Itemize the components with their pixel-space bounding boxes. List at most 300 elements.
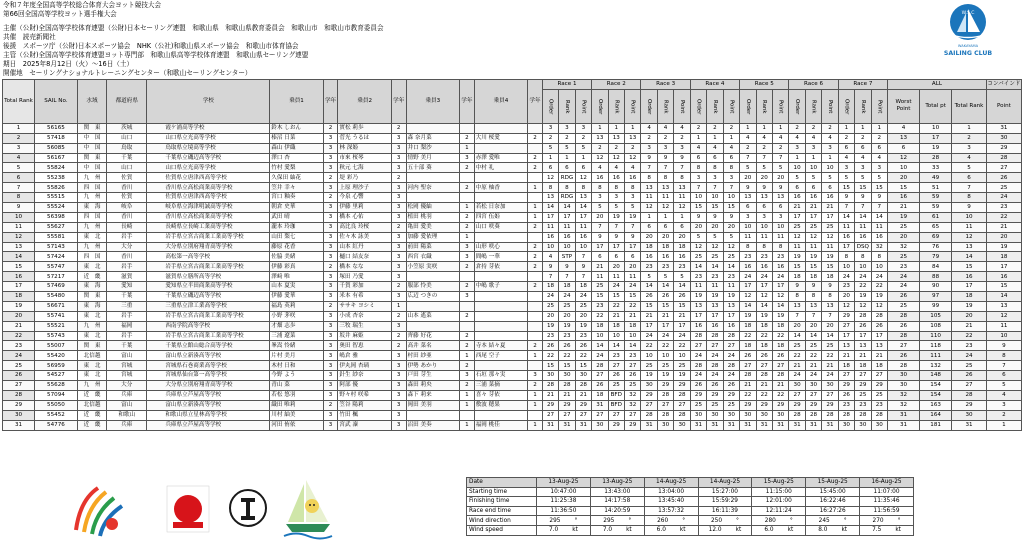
cell-race1-rank: 28: [559, 381, 575, 391]
cell-gr4: 2: [528, 381, 543, 391]
cell-race2-order: 1: [592, 123, 608, 133]
cell-race7-order: 15: [838, 183, 854, 193]
cell-rank: 16: [3, 272, 35, 282]
cell-race3-point: 28: [674, 390, 690, 400]
cell-race5-point: 7: [772, 153, 788, 163]
cell-gr1: 3: [323, 153, 338, 163]
cell-gr2: 3: [391, 163, 406, 173]
cell-race7-order: 23: [838, 400, 854, 410]
cell-rank: 4: [3, 153, 35, 163]
timing-start-row-cell: 13:43:00: [590, 487, 644, 497]
cell-pref: 宮城: [107, 371, 147, 381]
cell-race4-point: 7: [723, 183, 739, 193]
cell-total-pt: 97: [920, 292, 952, 302]
cell-gr1: 2: [323, 400, 338, 410]
cell-race3-rank: 3: [657, 143, 673, 153]
cell-race3-rank: 8: [657, 173, 673, 183]
cell-race6-rank: 5: [805, 173, 821, 183]
cell-sk2: 林 深姫: [338, 143, 391, 153]
cell-race2-rank: 11: [608, 272, 624, 282]
cell-race1-point: 15: [575, 361, 591, 371]
cell-race5-order: 22: [740, 390, 756, 400]
table-row: [3, 133, 1022, 143]
cell-race6-order: 18: [789, 272, 805, 282]
col-race4-rank: Rank: [707, 89, 723, 123]
cell-race6-rank: 24: [805, 371, 821, 381]
cell-race3-rank: 10: [657, 351, 673, 361]
cell-sk3: 山本 遙菜: [406, 311, 459, 321]
cell-rank: 31: [3, 420, 35, 430]
cell-race6-rank: 15: [805, 262, 821, 272]
cell-worst: 31: [888, 420, 920, 430]
cell-sk4: 中村 礼: [474, 163, 527, 173]
cell-race3-point: 7: [674, 163, 690, 173]
cell-sk1: 森山 伊織: [270, 143, 323, 153]
cell-race5-order: 24: [740, 272, 756, 282]
cell-race3-rank: 24: [657, 331, 673, 341]
cell-race1-point: 17: [575, 212, 591, 222]
cell-race7-order: 16: [838, 232, 854, 242]
cell-gr3: 3: [460, 292, 475, 302]
col-race6-point: Point: [822, 89, 838, 123]
cell-sk1: 小野 茅咲: [270, 311, 323, 321]
cell-pref: 宮城: [107, 361, 147, 371]
cell-sk4: [474, 123, 527, 133]
cell-combined-point: 2: [986, 410, 1021, 420]
cell-race4-rank: 5: [707, 232, 723, 242]
cell-race2-point: 8: [624, 183, 640, 193]
timing-start-row-cell: 13:04:00: [644, 487, 698, 497]
cell-race6-order: 28: [789, 410, 805, 420]
cell-pref: 岩手: [107, 311, 147, 321]
cell-race2-rank: 16: [608, 173, 624, 183]
cell-combined-point: 16: [986, 272, 1021, 282]
cell-total-pt: 65: [920, 222, 952, 232]
cell-race4-point: 30: [723, 410, 739, 420]
cell-sail-no: 57143: [35, 242, 78, 252]
cell-combined-point: 13: [986, 301, 1021, 311]
cell-race5-rank: 18: [756, 341, 772, 351]
race-timing-table: [466, 477, 914, 536]
cell-total-pt: 90: [920, 282, 952, 292]
cell-gr2: 3: [391, 272, 406, 282]
cell-gr4: [528, 331, 543, 341]
cell-school: 富山県立新湊高等学校: [147, 351, 270, 361]
cell-race4-order: 24: [690, 351, 706, 361]
cell-gr4: [528, 301, 543, 311]
cell-sk3: 加藤 愛依理: [406, 232, 459, 242]
cell-pref: 千葉: [107, 341, 147, 351]
cell-race4-point: 31: [723, 420, 739, 430]
cell-sk1: 伊藤 愛華: [270, 292, 323, 302]
cell-race4-order: 12: [690, 242, 706, 252]
sponsor-line: 主催（公財)全国高等学校体育連盟（公財)日本セーリング連盟 和歌山県 和歌山県教育委員会 和歌山市 和歌山市教育委員会: [3, 24, 384, 32]
cell-sk4: 大川 桜愛: [474, 133, 527, 143]
cell-race3-order: 5: [641, 272, 657, 282]
timing-wind-speed-row-value: 8.0: [818, 527, 828, 534]
cell-race7-point: 14: [871, 212, 887, 222]
cell-race3-point: 21: [674, 311, 690, 321]
cell-race2-rank: 1: [608, 123, 624, 133]
cell-race7-order: 8: [838, 252, 854, 262]
cell-gr4: 2: [528, 163, 543, 173]
col-race2-order: Order: [592, 89, 608, 123]
cell-sk4: [474, 143, 527, 153]
cell-race1-point: 8: [575, 183, 591, 193]
cell-race1-rank: 30: [559, 371, 575, 381]
cell-rank: 10: [3, 212, 35, 222]
cell-sail-no: 57424: [35, 252, 78, 262]
cell-race3-point: 9: [674, 153, 690, 163]
cell-race6-rank: 4: [805, 133, 821, 143]
cell-race5-order: 13: [740, 193, 756, 203]
table-row: [3, 203, 1022, 213]
cell-race3-rank: 19: [657, 371, 673, 381]
cell-race1-order: 28: [542, 381, 558, 391]
cell-race7-point: 10: [871, 262, 887, 272]
cell-total-pt: 28: [920, 153, 952, 163]
cell-race2-point: 6: [624, 252, 640, 262]
cell-race2-point: 4: [624, 163, 640, 173]
cell-race7-point: 29: [871, 381, 887, 391]
cell-suiiki: 近 畿: [77, 390, 106, 400]
cell-gr3: 1: [460, 390, 475, 400]
cell-race5-point: 29: [772, 400, 788, 410]
cell-race5-point: 27: [772, 361, 788, 371]
cell-race5-order: 22: [740, 331, 756, 341]
cell-gr4: 2: [528, 262, 543, 272]
cell-suiiki: 東 北: [77, 262, 106, 272]
col-worst-point: Worst Point: [888, 89, 920, 123]
timing-wind-speed-row-value: 7.0: [548, 527, 559, 534]
cell-race6-rank: 12: [805, 232, 821, 242]
cell-sk2: ササキ ヨシミ: [338, 301, 391, 311]
cell-race1-order: 6: [542, 163, 558, 173]
cell-school: 高松第一高等学校: [147, 252, 270, 262]
cell-combined-point: 19: [986, 242, 1021, 252]
cell-race2-rank: 7: [608, 222, 624, 232]
cell-gr3: 2: [460, 163, 475, 173]
cell-gr2: 2: [391, 123, 406, 133]
cell-race5-order: 31: [740, 420, 756, 430]
cell-race1-point: 27: [575, 410, 591, 420]
cell-race5-order: 14: [740, 301, 756, 311]
cell-race6-order: 3: [789, 143, 805, 153]
timing-wind-speed-row-unit: kt: [841, 527, 848, 534]
cell-sk3: 広辺 つきの: [406, 292, 459, 302]
cell-race4-point: 8: [723, 163, 739, 173]
cell-suiiki: 九 州: [77, 381, 106, 391]
cell-suiiki: 中 国: [77, 143, 106, 153]
col-race6-order: Order: [789, 89, 805, 123]
cell-race3-point: 30: [674, 420, 690, 430]
timing-wind-direction-row-label: Wind direction: [467, 516, 537, 526]
cell-gr1: 3: [323, 321, 338, 331]
cell-race6-order: 21: [789, 203, 805, 213]
cell-race1-rank: RDG: [559, 173, 575, 183]
cell-worst: 25: [888, 252, 920, 262]
cell-race5-rank: 19: [756, 311, 772, 321]
timing-end-row-cell: 16:27:26: [806, 506, 860, 516]
cell-race2-rank: 10: [608, 331, 624, 341]
cell-race7-rank: 10: [855, 262, 871, 272]
timing-wind-speed-row-unit: kt: [626, 527, 632, 534]
cell-sk4: [474, 292, 527, 302]
cell-total-rank: 17: [952, 282, 987, 292]
cell-race6-order: 4: [789, 133, 805, 143]
cell-pref: 千葉: [107, 292, 147, 302]
cell-suiiki: 関 東: [77, 123, 106, 133]
cell-race6-order: 15: [789, 262, 805, 272]
cell-combined-point: 12: [986, 311, 1021, 321]
timing-end-row-cell: 14:20:59: [590, 506, 644, 516]
cell-race2-order: 15: [592, 292, 608, 302]
cell-gr3: [460, 123, 475, 133]
col-race7-order: Order: [838, 89, 854, 123]
cell-race5-order: 7: [740, 153, 756, 163]
cell-race7-order: 29: [838, 381, 854, 391]
cell-gr3: 2: [460, 331, 475, 341]
cell-race4-rank: 14: [707, 262, 723, 272]
cell-race4-order: 19: [690, 292, 706, 302]
cell-total-rank: 14: [952, 252, 987, 262]
cell-race3-point: 4: [674, 123, 690, 133]
cell-worst: 28: [888, 311, 920, 321]
cell-race4-point: 24: [723, 351, 739, 361]
cell-gr1: 3: [323, 282, 338, 292]
cell-race5-order: 18: [740, 341, 756, 351]
cell-total-pt: 132: [920, 361, 952, 371]
cell-race6-point: 16: [822, 193, 838, 203]
col-race4-point: Point: [723, 89, 739, 123]
timing-wind-direction-row-value: 280: [764, 517, 776, 524]
cell-race3-rank: 18: [657, 242, 673, 252]
cell-race6-point: 6: [822, 183, 838, 193]
cell-race2-order: 3: [592, 193, 608, 203]
cell-combined-point: 9: [986, 341, 1021, 351]
cell-sk2: 千賀 彩加: [338, 282, 391, 292]
cell-race3-point: 23: [674, 262, 690, 272]
cell-gr1: 3: [323, 381, 338, 391]
cell-gr4: 1: [528, 351, 543, 361]
cell-race6-point: 20: [822, 321, 838, 331]
cell-sk4: [474, 193, 527, 203]
cell-gr2: 3: [391, 292, 406, 302]
cell-race7-order: 2: [838, 133, 854, 143]
cell-school: 長崎県立長崎工業高等学校: [147, 222, 270, 232]
cell-race5-rank: 22: [756, 390, 772, 400]
cell-sail-no: 55824: [35, 163, 78, 173]
cell-total-rank: 12: [952, 232, 987, 242]
header-row-1: [3, 80, 1022, 90]
cell-race7-point: 30: [871, 420, 887, 430]
cell-race2-point: 24: [624, 282, 640, 292]
cell-rank: 24: [3, 351, 35, 361]
cell-race1-rank: 9: [559, 262, 575, 272]
cell-sk3: [406, 301, 459, 311]
cell-pref: 山口: [107, 163, 147, 173]
cell-combined-point: 28: [986, 153, 1021, 163]
cell-gr3: 1: [460, 203, 475, 213]
cell-sk3: 伊勢 あかり: [406, 361, 459, 371]
cell-gr4: [528, 292, 543, 302]
cell-total-pt: 164: [920, 410, 952, 420]
cell-race5-order: 29: [740, 400, 756, 410]
table-row: [3, 371, 1022, 381]
cell-sk4: 三浦 菜摘: [474, 381, 527, 391]
cell-sk3: 森下 莉来: [406, 390, 459, 400]
cell-race4-rank: 30: [707, 410, 723, 420]
cell-race1-order: 3: [542, 123, 558, 133]
cell-race7-order: 20: [838, 292, 854, 302]
table-row: [3, 153, 1022, 163]
cell-race6-point: 31: [822, 420, 838, 430]
cell-sk3: 松岡 優紬: [406, 203, 459, 213]
cell-gr1: 3: [323, 252, 338, 262]
cell-race4-order: 13: [690, 301, 706, 311]
cell-race5-point: 22: [772, 331, 788, 341]
cell-race2-order: 20: [592, 212, 608, 222]
timing-wind-direction-row-unit: °: [843, 517, 847, 524]
timing-wind-speed-row-unit: kt: [679, 527, 686, 534]
cell-race2-rank: 26: [608, 371, 624, 381]
cell-sk1: 今野 よう: [270, 371, 323, 381]
cell-sk1: 澤﨑 唯: [270, 272, 323, 282]
organizer-line: 主管（公財)全国高等学校体育連盟ヨット専門部 和歌山県高等学校体育連盟 和歌山県セーリング連盟: [3, 51, 309, 59]
cell-race1-rank: 3: [559, 123, 575, 133]
cell-race2-order: 26: [592, 381, 608, 391]
cell-sail-no: 56167: [35, 153, 78, 163]
cell-sk4: [474, 361, 527, 371]
cell-race1-rank: 21: [559, 390, 575, 400]
cell-suiiki: 九 州: [77, 222, 106, 232]
cell-race5-rank: 12: [756, 292, 772, 302]
cell-race7-order: 1: [838, 123, 854, 133]
cell-race6-point: 5: [822, 173, 838, 183]
cell-sk4: 若松 日奈加: [474, 203, 527, 213]
cell-sk3: 村田 紗亜: [406, 351, 459, 361]
cell-race6-rank: 18: [805, 272, 821, 282]
cell-worst: 24: [888, 282, 920, 292]
cell-school: 西南学院高等学校: [147, 321, 270, 331]
cell-race4-rank: 6: [707, 153, 723, 163]
timing-wind-speed-row-unit: kt: [895, 527, 901, 534]
cell-race4-rank: 8: [707, 163, 723, 173]
cell-gr1: 3: [323, 341, 338, 351]
col-race-5: Race 5: [740, 80, 789, 90]
cell-race3-rank: 30: [657, 420, 673, 430]
col-sail-no: SAIL No.: [35, 80, 78, 124]
cell-gr2: 3: [391, 410, 406, 420]
cell-race4-rank: 9: [707, 212, 723, 222]
cell-race4-point: 23: [723, 272, 739, 282]
cell-gr4: [528, 193, 543, 203]
cell-race5-point: 16: [772, 262, 788, 272]
cell-school: 香川県立高松商業高等学校: [147, 183, 270, 193]
cell-race3-rank: 21: [657, 311, 673, 321]
cell-gr3: 2: [460, 341, 475, 351]
cell-suiiki: 中 国: [77, 163, 106, 173]
table-row: [3, 361, 1022, 371]
cell-race2-rank: 23: [608, 351, 624, 361]
cell-rank: 5: [3, 163, 35, 173]
cell-race5-order: 23: [740, 252, 756, 262]
cell-race5-point: 24: [772, 272, 788, 282]
cell-race2-rank: 14: [608, 341, 624, 351]
cell-race4-point: 25: [723, 400, 739, 410]
cell-race3-point: 8: [674, 173, 690, 183]
cell-race6-order: 31: [789, 420, 805, 430]
cell-race1-order: 5: [542, 143, 558, 153]
cell-race5-rank: 3: [756, 212, 772, 222]
cell-race6-order: 6: [789, 183, 805, 193]
cell-race7-order: 11: [838, 222, 854, 232]
cell-race4-point: 15: [723, 203, 739, 213]
cell-race3-point: 28: [674, 410, 690, 420]
cell-total-rank: 21: [952, 321, 987, 331]
cell-suiiki: 東 海: [77, 203, 106, 213]
cell-total-pt: 111: [920, 351, 952, 361]
cell-race7-rank: 28: [855, 410, 871, 420]
cell-race2-order: 24: [592, 351, 608, 361]
cell-race5-rank: 10: [756, 222, 772, 232]
cell-pref: 佐賀: [107, 193, 147, 203]
cell-gr2: 3: [391, 252, 406, 262]
cell-race6-rank: 30: [805, 381, 821, 391]
cell-race3-order: 25: [641, 361, 657, 371]
cell-school: 滋賀県立膳所高等学校: [147, 272, 270, 282]
cell-gr4: 1: [528, 420, 543, 430]
cell-race7-rank: 28: [855, 311, 871, 321]
cell-sk3: [406, 173, 459, 183]
cell-race3-point: 26: [674, 292, 690, 302]
cell-race2-point: 21: [624, 311, 640, 321]
cell-race1-point: 24: [575, 292, 591, 302]
cell-race6-order: 1: [789, 153, 805, 163]
cell-sk3: 森田 莉央: [406, 381, 459, 391]
cell-race3-point: 27: [674, 400, 690, 410]
cell-race3-order: 10: [641, 351, 657, 361]
cell-race6-order: 10: [789, 163, 805, 173]
cell-race6-rank: 31: [805, 420, 821, 430]
cell-rank: 7: [3, 183, 35, 193]
cell-race4-order: 16: [690, 321, 706, 331]
cell-race2-rank: 29: [608, 420, 624, 430]
cell-sk4: [474, 331, 527, 341]
cell-race5-point: 21: [772, 381, 788, 391]
cell-combined-point: 5: [986, 381, 1021, 391]
table-row: [3, 272, 1022, 282]
cell-combined-point: 6: [986, 371, 1021, 381]
cell-race2-point: 2: [624, 143, 640, 153]
cell-race3-point: 19: [674, 371, 690, 381]
cell-school: 岩手県立宮古商業工業高等学校: [147, 262, 270, 272]
cell-race1-point: 16: [575, 232, 591, 242]
cell-race1-order: 7: [542, 272, 558, 282]
cell-sk4: [474, 272, 527, 282]
cell-race1-rank: 16: [559, 232, 575, 242]
cell-race2-order: 18: [592, 321, 608, 331]
cell-worst: 30: [888, 371, 920, 381]
cell-race6-order: 12: [789, 232, 805, 242]
cell-pref: 兵庫: [107, 390, 147, 400]
cell-sk1: 武田 晴: [270, 212, 323, 222]
timing-wind-speed-row-value: 6.0: [764, 527, 774, 534]
cell-race7-order: 4: [838, 153, 854, 163]
cell-gr1: 3: [323, 311, 338, 321]
cell-race7-point: 6: [871, 143, 887, 153]
cell-race1-rank: 29: [559, 400, 575, 410]
